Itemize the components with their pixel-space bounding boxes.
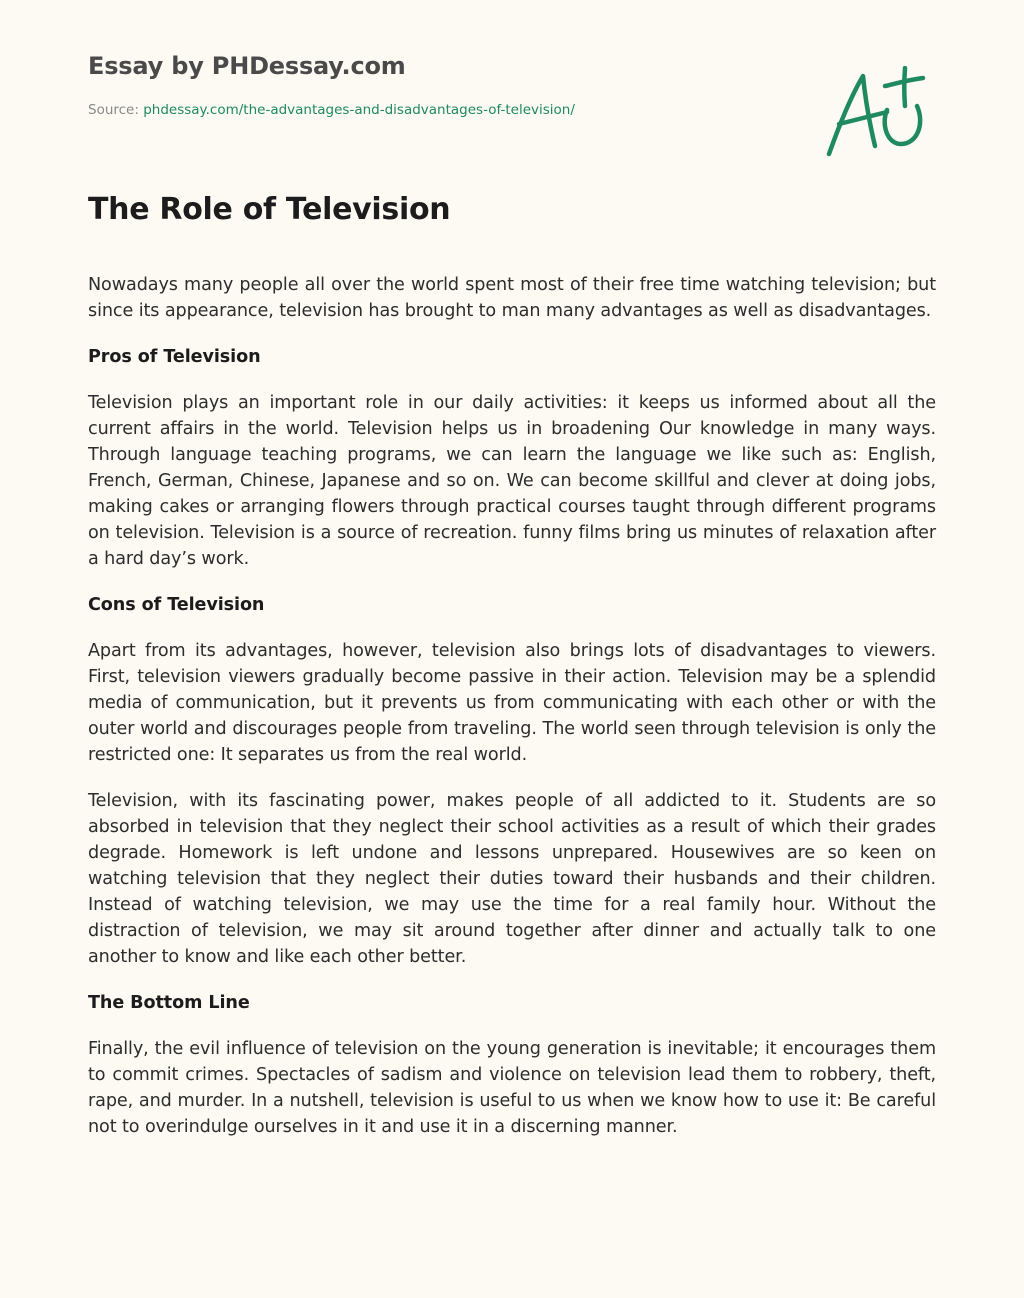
section-heading-cons: Cons of Television bbox=[88, 595, 265, 615]
section-heading-pros: Pros of Television bbox=[88, 347, 261, 367]
essay-body bbox=[88, 272, 936, 1160]
pros-paragraph: Television plays an important role in our daily activities: it keeps us informed about all the current affairs in the world. Television helps us in broadening Our knowledge in many ways. Through language teaching programs, we can learn the language we like such as: English, French, German, Chinese, Japanese and so on. We can become skillful and clever at doing jobs, making cakes or arranging flowers through practical courses taught through different programs on television. Television is a source of recreation. funny films bring us minutes of relaxation after a hard day’s work. bbox=[88, 393, 936, 569]
intro-paragraph: Nowadays many people all over the world spent most of their free time watching television; but since its appearance, television has brought to man many advantages as well as disadvantages. bbox=[88, 275, 936, 321]
essay-title: The Role of Television bbox=[88, 192, 451, 227]
source-label: Source: bbox=[88, 102, 144, 118]
cons-paragraph-1: Apart from its advantages, however, television also brings lots of disadvantages to viewers. First, television viewers gradually become passive in their action. Television may be a splendid media of communication, but it prevents us from communicating with each other or with the outer world and discourages people from traveling. The world seen through television is only the restricted one: It separates us from the real world. bbox=[88, 641, 936, 765]
site-name: Essay by PHDessay.com bbox=[88, 52, 406, 80]
cons-paragraph-2: Television, with its fascinating power, makes people of all addicted to it. Students are so absorbed in television that they neglect their school activities as a result of which their grades degrade. Homework is left undone and lessons unprepared. Housewives are so keen on watching television that they neglect their duties toward their husbands and their children. Instead of watching television, we may use the time for a real family hour. Without the distraction of television, we may sit around together after dinner and actually talk to one another to know and like each other better. bbox=[88, 791, 936, 967]
bottom-line-paragraph: Finally, the evil influence of television on the young generation is inevitable; it encourages them to commit crimes. Spectacles of sadism and violence on television lead them to robbery, theft, rape, and murder. In a nutshell, television is useful to us when we know how to use it: Be careful not to overindulge ourselves in it and use it in a discerning manner. bbox=[88, 1039, 936, 1137]
a-plus-grade-icon bbox=[825, 66, 929, 160]
source-line bbox=[88, 101, 575, 119]
section-heading-bottom-line: The Bottom Line bbox=[88, 993, 250, 1013]
source-link[interactable]: phdessay.com/the-advantages-and-disadvantages-of-television/ bbox=[143, 102, 575, 118]
